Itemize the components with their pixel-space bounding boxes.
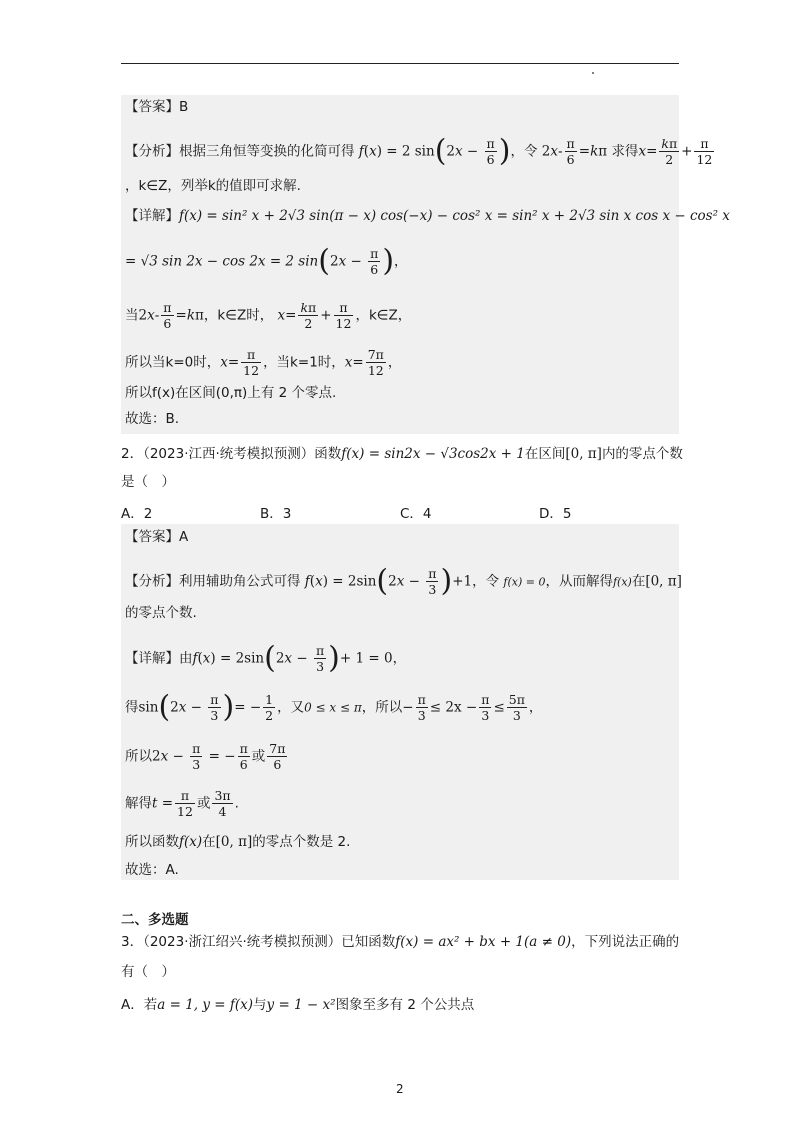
header-dot [592,72,594,74]
page-number: 2 [396,1082,404,1096]
q3-option-a[interactable]: A．若a = 1, y = f(x)与y = 1 − x²图象至多有 2 个公共点 [121,997,475,1013]
q1-analysis-tail: ，k∈Z，列举k的值即可求解. [125,178,301,194]
header-rule [121,63,679,64]
q2-analysis: 【分析】利用辅助角公式可得 f(x) = 2sin(2x − $\frac{\pi}{3}$ )+1，令 f(x) = 0，从而解得f(x)在[0, π] [125,563,682,599]
q1-detail-eq2: = √3 sin 2x − cos 2x = 2 sin(2x − $\frac{\pi}{6}$ )， [125,243,408,279]
q3-stem: 3．（2023·浙江绍兴·统考模拟预测）已知函数f(x) = ax² + bx + 1(a ≠ 0)，下列说法正确的 [121,934,680,950]
q2-analysis-line2: 的零点个数. [125,605,197,621]
q2-option-d[interactable]: D．5 [539,506,572,522]
q2-so-line: 所以2x − $\frac{\pi}{3}$ = − $\frac{\pi}{6}$ 或 $\frac{7\pi}{6}$ [125,741,286,772]
q2-option-c[interactable]: C．4 [400,506,432,522]
q2-get-line: 得sin(2x − $\frac{\pi}{3}$ )= − $\frac{1}{2}$ ，又0 ≤ x ≤ π，所以− $\frac{\pi}{3}$ ≤ 2x − $\frac{\pi}{3}$ ≤ $\frac{5\pi}{3}$ ， [125,689,543,725]
q1-when-line: 当2x- $\frac{\pi}{6}$ =kπ，k∈Z时， x= $\frac{k\pi}{2}$ + $\frac{\pi}{12}$ ，k∈Z， [125,300,412,331]
section-heading: 二、多选题 [121,912,189,928]
q1-so-line: 所以当k=0时，x= $\frac{\pi}{12}$ ，当k=1时，x= $\frac{7\pi}{12}$ ， [125,347,402,378]
q2-solve-line: 解得t = $\frac{\pi}{12}$ 或 $\frac{3\pi}{4}$ . [125,788,239,819]
q2-detail: 【详解】由f(x) = 2sin(2x − $\frac{\pi}{3}$ )+ 1 = 0， [125,640,407,676]
q2-option-b[interactable]: B．3 [260,506,292,522]
q2-count-line: 所以函数f(x)在[0, π]的零点个数是 2. [125,834,351,850]
q1-choice: 故选：B. [125,411,180,427]
q1-detail-eq1: 【详解】f(x) = sin² x + 2√3 sin(π − x) cos(−x) − cos² x = sin² x + 2√3 sin x cos x − cos² x [125,208,730,224]
q2-stem-line2: 是（ ） [121,474,175,490]
q2-answer: 【答案】A [125,529,189,545]
q2-choice: 故选：A. [125,862,179,878]
q1-analysis: 【分析】根据三角恒等变换的化简可得 f(x) = 2 sin(2x − $\frac{\pi}{6}$ )，令 2x- $\frac{\pi}{6}$ =kπ 求得x= $\frac{k\pi}{2}$ + $\frac{\pi}{12}$ [125,133,713,169]
q3-stem-line2: 有（ ） [121,964,175,980]
q2-stem: 2．（2023·江西·统考模拟预测）函数f(x) = sin2x − √3cos2x + 1在区间[0, π]内的零点个数 [121,446,683,462]
q1-conclusion: 所以f(x)在区间(0,π)上有 2 个零点. [125,385,337,401]
q2-option-a[interactable]: A．2 [121,506,153,522]
q1-answer: 【答案】B [125,99,189,115]
